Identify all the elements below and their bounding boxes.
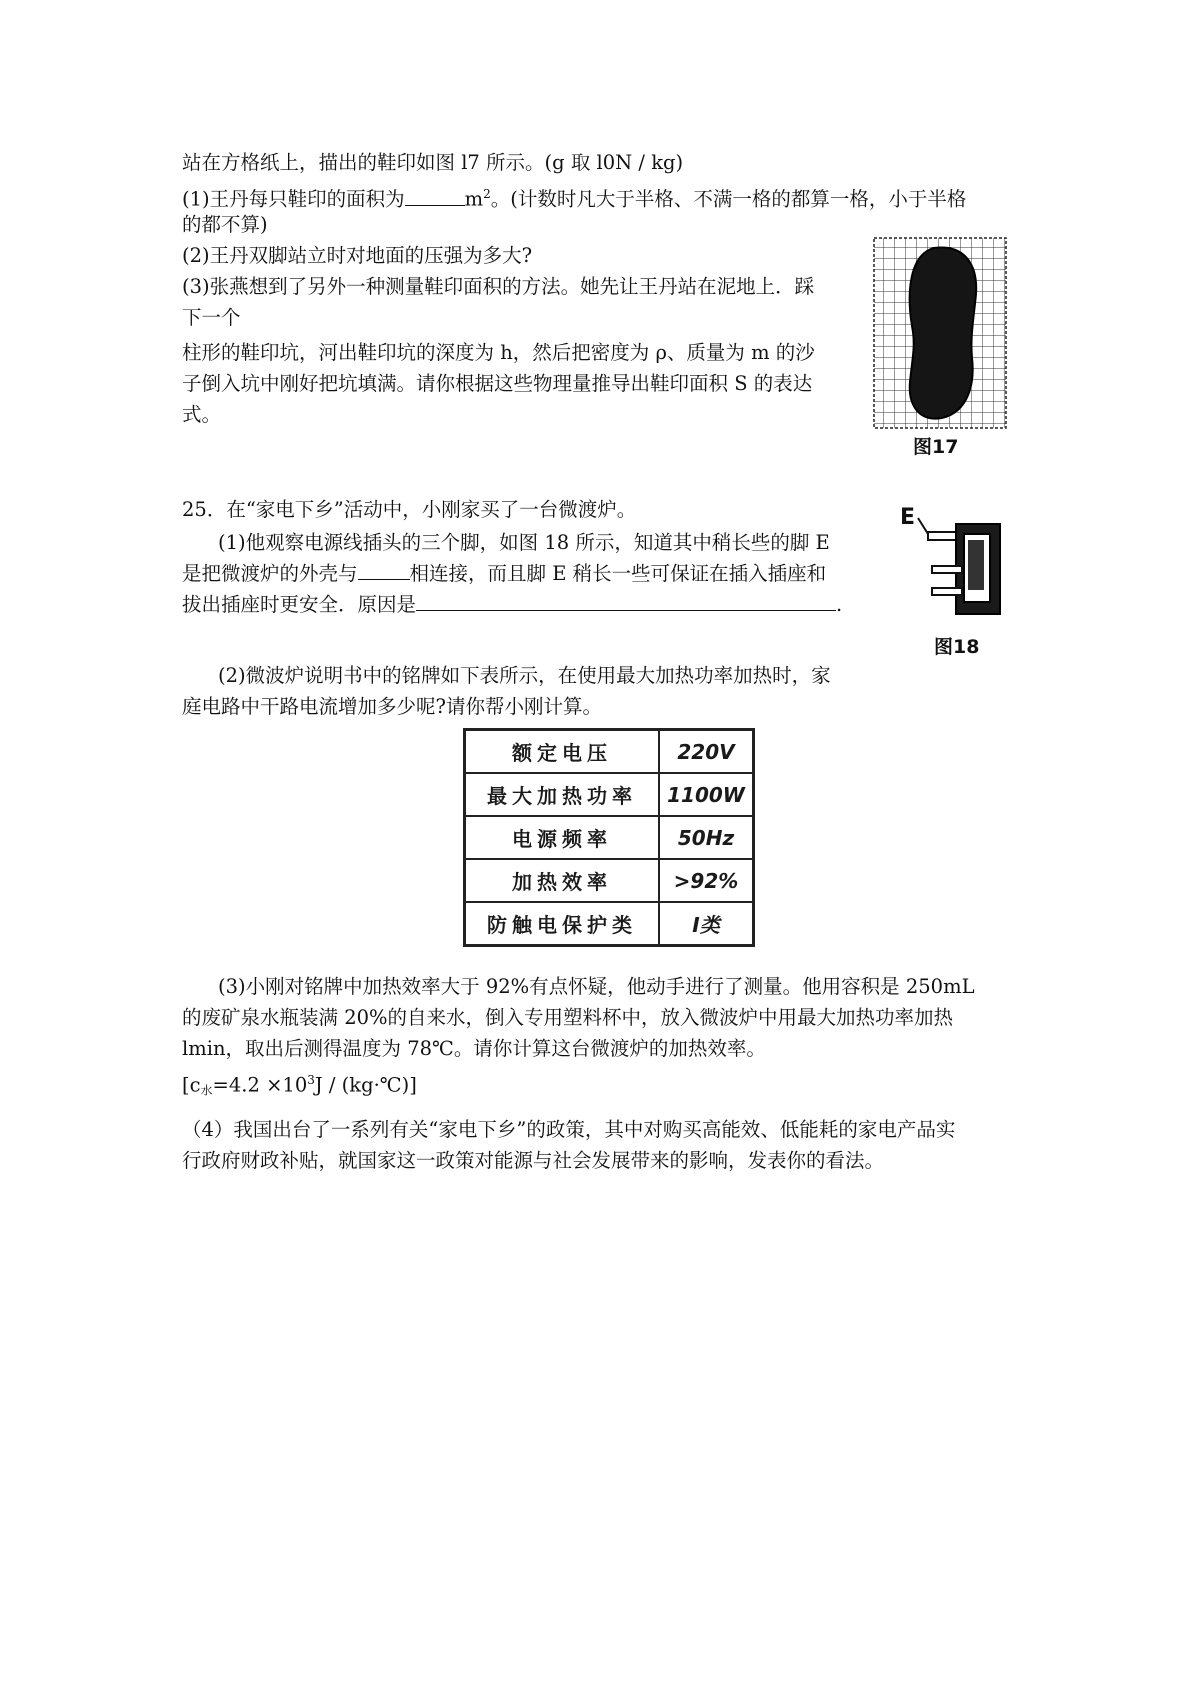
q25-part2-line-2: 庭电路中干路电流增加多少呢?请你帮小刚计算。	[182, 695, 602, 718]
table-cell-value: 220V	[659, 730, 754, 774]
q25-part3-line-1: (3)小刚对铭牌中加热效率大于 92%有点怀疑，他动手进行了测量。他用容积是 250mL	[218, 975, 975, 998]
table-cell-value: Ⅰ类	[659, 902, 754, 946]
q24-line-3: 的都不算)	[182, 213, 268, 236]
q24-part1-text: (1)王丹每只鞋印的面积为	[182, 187, 405, 211]
table-cell-value: 50Hz	[659, 816, 754, 859]
table-row	[465, 859, 754, 902]
q25-line-1: 25．在“家电下乡”活动中，小刚家买了一台微渡炉。	[182, 498, 637, 521]
q25-part2-line-1: (2)微波炉说明书中的铭牌如下表所示，在使用最大加热功率加热时，家	[218, 664, 831, 687]
q24-part1-note: 。(计数时凡大于半格、不满一格的都算一格，小于半格	[490, 187, 967, 211]
q25-part1-line-3	[182, 592, 842, 618]
formula-post: J / (kg·℃)]	[314, 1073, 417, 1097]
q24-line-1: 站在方格纸上，描出的鞋印如图 l7 所示。(g 取 l0N / kg)	[182, 151, 684, 174]
table-cell-value: >92%	[659, 859, 754, 902]
formula-mid: =4.2 ×10	[212, 1073, 308, 1097]
q25-part1-line-1: (1)他观察电源线插头的三个脚，如图 18 所示，知道其中稍长些的脚 E	[218, 531, 830, 554]
q25-part3-formula	[182, 1067, 417, 1104]
q25-part1-line-2	[182, 561, 826, 587]
answer-blank-area	[416, 592, 836, 611]
nameplate-table	[463, 728, 755, 947]
q25-part3-line-3: lmin，取出后测得温度为 78℃。请你计算这台微渡炉的加热效率。	[182, 1037, 766, 1060]
table-row	[465, 773, 754, 816]
table-cell-key: 最大加热功率	[465, 773, 660, 816]
q25-part1-post: 相连接，而且脚 E 稍长一些可保证在插入插座和	[409, 562, 827, 585]
q25-part3-line-2: 的废矿泉水瓶装满 20%的自来水，倒入专用塑料杯中，放入微波炉中用最大加热功率加热	[182, 1006, 954, 1029]
q25-part4-line-2: 行政府财政补贴，就国家这一政策对能源与社会发展带来的影响，发表你的看法。	[182, 1149, 885, 1172]
q25-part1-reason: 拔出插座时更安全．原因是	[182, 593, 417, 616]
q24-line-4: (2)王丹双脚站立时对地面的压强为多大?	[182, 244, 533, 267]
q25-part1-end: .	[836, 593, 843, 616]
unit-exponent: 2	[483, 187, 491, 201]
table-row	[465, 816, 754, 859]
q24-line-7: 柱形的鞋印坑，河出鞋印坑的深度为 h，然后把密度为 ρ、质量为 m 的沙	[182, 341, 815, 364]
shoe-print-figure	[872, 236, 1008, 430]
figure-17-caption: 图17	[913, 436, 959, 458]
formula-exponent: 3	[307, 1073, 315, 1087]
formula-subscript: 水	[200, 1083, 213, 1098]
q24-line-2	[182, 181, 966, 213]
q25-part1-pre: 是把微渡炉的外壳与	[182, 562, 358, 585]
figure-18-caption: 图18	[934, 636, 980, 658]
plug-figure	[914, 512, 1006, 630]
table-cell-key: 电源频率	[465, 816, 660, 859]
formula-pre: [c	[182, 1073, 201, 1097]
q25-part4-line-1: （4）我国出台了一系列有关“家电下乡”的政策，其中对购买高能效、低能耗的家电产品实	[182, 1118, 956, 1141]
answer-blank-area	[405, 187, 465, 206]
answer-blank-area	[358, 561, 410, 580]
q24-line-5: (3)张燕想到了另外一种测量鞋印面积的方法。她先让王丹站在泥地上．踩	[182, 275, 815, 298]
table-cell-key: 额定电压	[465, 730, 660, 774]
q24-line-8: 子倒入坑中刚好把坑填满。请你根据这些物理量推导出鞋印面积 S 的表达	[182, 372, 813, 395]
table-row	[465, 730, 754, 774]
table-cell-key: 防触电保护类	[465, 902, 660, 946]
q24-line-9: 式。	[182, 403, 222, 426]
table-cell-key: 加热效率	[465, 859, 660, 902]
q24-line-6: 下一个	[182, 306, 241, 329]
table-row	[465, 902, 754, 946]
table-cell-value: 1100W	[659, 773, 754, 816]
unit-text: m	[464, 187, 484, 211]
pin-e-label: E	[900, 505, 916, 530]
